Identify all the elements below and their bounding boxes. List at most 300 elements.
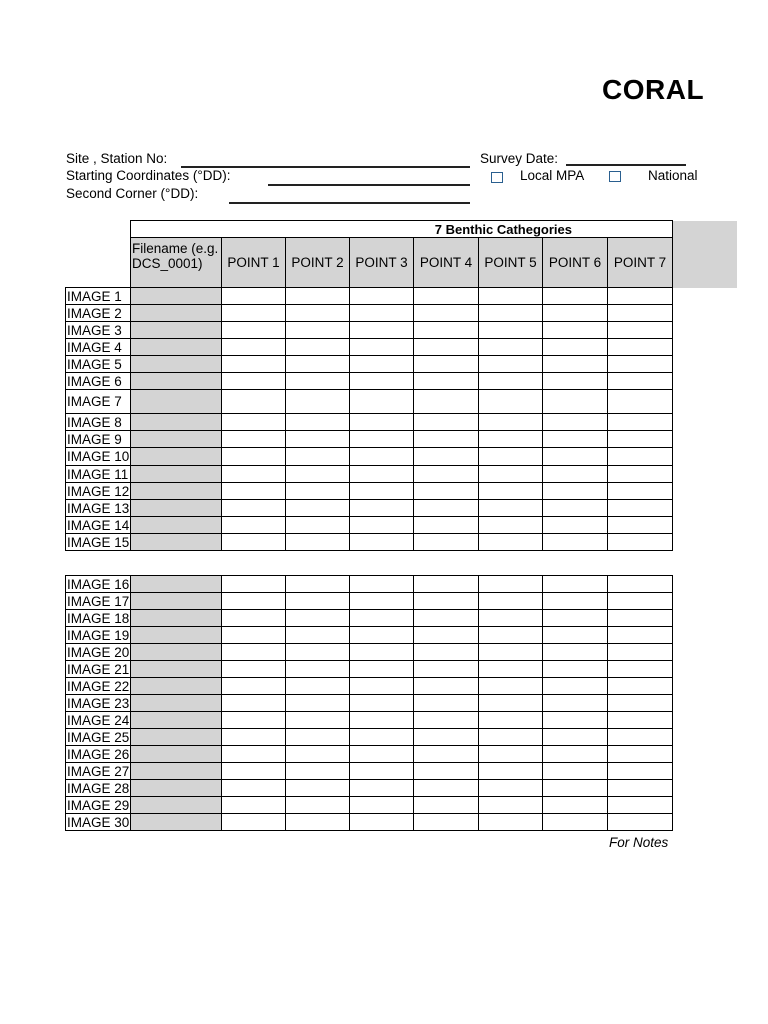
point-7-cell[interactable] [608, 517, 673, 534]
point-3-cell[interactable] [350, 373, 414, 390]
table-row [66, 610, 673, 627]
table-row [66, 593, 673, 610]
filename-cell[interactable] [131, 356, 222, 373]
image-row-label: IMAGE 21 [67, 661, 130, 677]
point-6-cell[interactable] [543, 414, 608, 431]
point-3-cell[interactable] [350, 517, 414, 534]
filename-cell[interactable] [131, 483, 222, 500]
point-1-cell[interactable] [222, 695, 286, 712]
filename-cell[interactable] [131, 431, 222, 448]
point-5-cell[interactable] [479, 576, 543, 593]
filename-cell[interactable] [131, 339, 222, 356]
point-4-cell[interactable] [414, 746, 479, 763]
filename-cell[interactable] [131, 414, 222, 431]
point-6-cell[interactable] [543, 322, 608, 339]
filename-cell[interactable] [131, 593, 222, 610]
table-row [66, 661, 673, 678]
point-1-cell[interactable] [222, 712, 286, 729]
point-5-cell[interactable] [479, 644, 543, 661]
point-5-cell[interactable] [479, 814, 543, 831]
point-3-cell[interactable] [350, 390, 414, 414]
filename-cell[interactable] [131, 466, 222, 483]
point-4-cell[interactable] [414, 780, 479, 797]
point-5-cell[interactable] [479, 448, 543, 466]
point-1-cell[interactable] [222, 305, 286, 322]
point-4-cell[interactable] [414, 593, 479, 610]
table-row [66, 534, 673, 551]
table-row [66, 466, 673, 483]
point-6-cell[interactable] [543, 780, 608, 797]
point-1-cell[interactable] [222, 576, 286, 593]
point-7-cell[interactable] [608, 661, 673, 678]
point-3-cell[interactable] [350, 466, 414, 483]
point-6-cell[interactable] [543, 356, 608, 373]
point-4-cell[interactable] [414, 466, 479, 483]
point-5-cell[interactable] [479, 431, 543, 448]
point-1-cell[interactable] [222, 339, 286, 356]
point-5-cell[interactable] [479, 288, 543, 305]
point-1-cell[interactable] [222, 729, 286, 746]
point-2-cell[interactable] [286, 517, 350, 534]
point-1-cell[interactable] [222, 356, 286, 373]
point-4-cell[interactable] [414, 339, 479, 356]
benthic-table-block-1 [65, 220, 673, 551]
point-6-cell[interactable] [543, 746, 608, 763]
point-6-cell[interactable] [543, 431, 608, 448]
point-2-cell[interactable] [286, 305, 350, 322]
table-row [66, 339, 673, 356]
image-row-label: IMAGE 22 [67, 678, 130, 694]
point-4-cell[interactable] [414, 373, 479, 390]
point-4-cell[interactable] [414, 576, 479, 593]
point-7-header: POINT 7 [608, 238, 673, 288]
point-6-cell[interactable] [543, 288, 608, 305]
point-7-cell[interactable] [608, 322, 673, 339]
point-1-cell[interactable] [222, 322, 286, 339]
point-3-cell[interactable] [350, 644, 414, 661]
point-6-cell[interactable] [543, 678, 608, 695]
point-5-cell[interactable] [479, 414, 543, 431]
filename-cell[interactable] [131, 534, 222, 551]
point-6-cell[interactable] [543, 576, 608, 593]
point-4-cell[interactable] [414, 763, 479, 780]
point-2-cell[interactable] [286, 339, 350, 356]
point-7-cell[interactable] [608, 814, 673, 831]
point-3-cell[interactable] [350, 322, 414, 339]
table-row [66, 500, 673, 517]
filename-cell[interactable] [131, 610, 222, 627]
point-7-cell[interactable] [608, 483, 673, 500]
point-4-cell[interactable] [414, 322, 479, 339]
point-6-cell[interactable] [543, 729, 608, 746]
filename-cell[interactable] [131, 373, 222, 390]
point-4-cell[interactable] [414, 305, 479, 322]
point-7-cell[interactable] [608, 431, 673, 448]
point-7-cell[interactable] [608, 644, 673, 661]
header-grey-extension [673, 221, 737, 288]
point-5-cell[interactable] [479, 763, 543, 780]
point-2-cell[interactable] [286, 661, 350, 678]
image-row-label: IMAGE 13 [67, 500, 130, 516]
filename-cell[interactable] [131, 644, 222, 661]
point-7-cell[interactable] [608, 797, 673, 814]
corner-blank [66, 238, 131, 288]
point-2-cell[interactable] [286, 288, 350, 305]
table-row [66, 780, 673, 797]
point-5-cell[interactable] [479, 661, 543, 678]
filename-cell[interactable] [131, 729, 222, 746]
point-1-cell[interactable] [222, 814, 286, 831]
point-7-cell[interactable] [608, 610, 673, 627]
table-row [66, 576, 673, 593]
point-1-cell[interactable] [222, 780, 286, 797]
filename-cell[interactable] [131, 305, 222, 322]
point-5-cell[interactable] [479, 483, 543, 500]
point-4-cell[interactable] [414, 288, 479, 305]
image-row-label: IMAGE 11 [66, 466, 131, 483]
point-2-cell[interactable] [286, 483, 350, 500]
point-1-cell[interactable] [222, 678, 286, 695]
point-4-header: POINT 4 [414, 238, 479, 288]
point-3-cell[interactable] [350, 814, 414, 831]
point-4-cell[interactable] [414, 695, 479, 712]
point-7-cell[interactable] [608, 695, 673, 712]
point-1-cell[interactable] [222, 483, 286, 500]
point-7-cell[interactable] [608, 534, 673, 551]
filename-cell[interactable] [131, 576, 222, 593]
image-row-label: IMAGE 12 [67, 483, 130, 499]
point-7-cell[interactable] [608, 390, 673, 414]
point-4-cell[interactable] [414, 729, 479, 746]
second-corner-label: Second Corner (°DD): [66, 186, 199, 201]
point-3-cell[interactable] [350, 661, 414, 678]
image-row-label: IMAGE 27 [67, 763, 130, 779]
point-4-cell[interactable] [414, 390, 479, 414]
point-4-cell[interactable] [414, 500, 479, 517]
point-2-cell[interactable] [286, 763, 350, 780]
point-1-cell[interactable] [222, 610, 286, 627]
point-2-cell[interactable] [286, 610, 350, 627]
point-2-cell[interactable] [286, 466, 350, 483]
point-2-cell[interactable] [286, 414, 350, 431]
point-3-cell[interactable] [350, 780, 414, 797]
point-3-cell[interactable] [350, 431, 414, 448]
point-5-cell[interactable] [479, 593, 543, 610]
image-row-label: IMAGE 3 [66, 322, 131, 339]
point-2-cell[interactable] [286, 431, 350, 448]
point-6-cell[interactable] [543, 661, 608, 678]
point-4-cell[interactable] [414, 356, 479, 373]
point-2-cell[interactable] [286, 644, 350, 661]
point-1-cell[interactable] [222, 593, 286, 610]
point-6-cell[interactable] [543, 593, 608, 610]
point-2-cell[interactable] [286, 678, 350, 695]
point-2-cell[interactable] [286, 448, 350, 466]
point-4-cell[interactable] [414, 448, 479, 466]
point-7-cell[interactable] [608, 373, 673, 390]
point-6-cell[interactable] [543, 695, 608, 712]
point-3-cell[interactable] [350, 627, 414, 644]
point-1-cell[interactable] [222, 534, 286, 551]
point-2-cell[interactable] [286, 534, 350, 551]
point-6-cell[interactable] [543, 763, 608, 780]
point-1-cell[interactable] [222, 746, 286, 763]
point-3-cell[interactable] [350, 356, 414, 373]
filename-cell[interactable] [131, 390, 222, 414]
table-row [66, 356, 673, 373]
point-7-cell[interactable] [608, 576, 673, 593]
point-6-cell[interactable] [543, 814, 608, 831]
point-7-cell[interactable] [608, 339, 673, 356]
point-7-cell[interactable] [608, 356, 673, 373]
point-1-cell[interactable] [222, 431, 286, 448]
point-5-cell[interactable] [479, 797, 543, 814]
table-row [66, 814, 673, 831]
point-6-cell[interactable] [543, 627, 608, 644]
point-4-cell[interactable] [414, 797, 479, 814]
filename-cell[interactable] [131, 695, 222, 712]
image-row-label: IMAGE 20 [67, 644, 130, 660]
image-row-label: IMAGE 4 [66, 339, 131, 356]
national-checkbox[interactable] [609, 171, 621, 182]
point-2-cell[interactable] [286, 695, 350, 712]
point-6-cell[interactable] [543, 534, 608, 551]
point-6-cell[interactable] [543, 610, 608, 627]
image-row-label: IMAGE 19 [67, 627, 130, 643]
point-2-cell[interactable] [286, 500, 350, 517]
point-1-cell[interactable] [222, 390, 286, 414]
point-3-cell[interactable] [350, 288, 414, 305]
point-5-cell[interactable] [479, 305, 543, 322]
point-6-cell[interactable] [543, 466, 608, 483]
table-row [66, 517, 673, 534]
filename-cell[interactable] [131, 517, 222, 534]
point-1-cell[interactable] [222, 661, 286, 678]
point-2-cell[interactable] [286, 356, 350, 373]
point-6-cell[interactable] [543, 500, 608, 517]
filename-cell[interactable] [131, 746, 222, 763]
point-3-cell[interactable] [350, 414, 414, 431]
filename-cell[interactable] [131, 500, 222, 517]
sheet-title: CORAL [602, 74, 705, 105]
point-5-cell[interactable] [479, 712, 543, 729]
point-4-cell[interactable] [414, 610, 479, 627]
point-2-cell[interactable] [286, 797, 350, 814]
point-6-cell[interactable] [543, 644, 608, 661]
point-5-cell[interactable] [479, 780, 543, 797]
point-3-cell[interactable] [350, 593, 414, 610]
filename-cell[interactable] [131, 322, 222, 339]
point-1-cell[interactable] [222, 763, 286, 780]
survey-date-field[interactable] [566, 164, 686, 166]
filename-header: Filename (e.g. DCS_0001) [131, 238, 222, 288]
image-row-label: IMAGE 25 [67, 729, 130, 745]
point-6-cell[interactable] [543, 712, 608, 729]
point-7-cell[interactable] [608, 763, 673, 780]
point-6-cell[interactable] [543, 339, 608, 356]
table-row [66, 448, 673, 466]
point-4-cell[interactable] [414, 678, 479, 695]
point-1-cell[interactable] [222, 797, 286, 814]
point-2-cell[interactable] [286, 814, 350, 831]
point-1-cell[interactable] [222, 500, 286, 517]
image-row-label: IMAGE 29 [67, 797, 130, 813]
filename-cell[interactable] [131, 678, 222, 695]
point-3-header: POINT 3 [350, 238, 414, 288]
filename-cell[interactable] [131, 448, 222, 466]
image-row-label: IMAGE 6 [66, 373, 131, 390]
point-7-cell[interactable] [608, 729, 673, 746]
point-3-cell[interactable] [350, 797, 414, 814]
point-1-cell[interactable] [222, 448, 286, 466]
filename-cell[interactable] [131, 780, 222, 797]
point-2-cell[interactable] [286, 322, 350, 339]
point-4-cell[interactable] [414, 644, 479, 661]
point-3-cell[interactable] [350, 712, 414, 729]
point-2-cell[interactable] [286, 712, 350, 729]
point-7-cell[interactable] [608, 678, 673, 695]
point-5-cell[interactable] [479, 356, 543, 373]
point-3-cell[interactable] [350, 729, 414, 746]
point-4-cell[interactable] [414, 627, 479, 644]
point-7-cell[interactable] [608, 288, 673, 305]
table-row [66, 712, 673, 729]
point-3-cell[interactable] [350, 483, 414, 500]
point-3-cell[interactable] [350, 763, 414, 780]
point-5-cell[interactable] [479, 534, 543, 551]
notes-label: For Notes [609, 835, 669, 850]
point-1-cell[interactable] [222, 288, 286, 305]
point-5-cell[interactable] [479, 373, 543, 390]
point-6-cell[interactable] [543, 483, 608, 500]
table-row [66, 431, 673, 448]
point-2-cell[interactable] [286, 593, 350, 610]
point-3-cell[interactable] [350, 448, 414, 466]
point-1-cell[interactable] [222, 373, 286, 390]
point-5-cell[interactable] [479, 746, 543, 763]
point-5-cell[interactable] [479, 627, 543, 644]
point-3-cell[interactable] [350, 339, 414, 356]
point-2-cell[interactable] [286, 390, 350, 414]
point-4-cell[interactable] [414, 483, 479, 500]
point-7-cell[interactable] [608, 305, 673, 322]
point-3-cell[interactable] [350, 746, 414, 763]
point-3-cell[interactable] [350, 534, 414, 551]
point-7-cell[interactable] [608, 593, 673, 610]
point-7-cell[interactable] [608, 780, 673, 797]
point-5-cell[interactable] [479, 466, 543, 483]
image-row-label: IMAGE 17 [67, 593, 130, 609]
filename-cell[interactable] [131, 712, 222, 729]
table-row [66, 797, 673, 814]
point-3-cell[interactable] [350, 576, 414, 593]
point-4-cell[interactable] [414, 534, 479, 551]
point-4-cell[interactable] [414, 712, 479, 729]
point-5-cell[interactable] [479, 610, 543, 627]
point-4-cell[interactable] [414, 414, 479, 431]
point-5-cell[interactable] [479, 678, 543, 695]
image-row-label: IMAGE 1 [66, 288, 131, 305]
filename-cell[interactable] [131, 814, 222, 831]
point-3-cell[interactable] [350, 695, 414, 712]
point-4-cell[interactable] [414, 814, 479, 831]
national-label: National [648, 168, 698, 183]
point-2-cell[interactable] [286, 627, 350, 644]
point-6-cell[interactable] [543, 448, 608, 466]
point-6-cell[interactable] [543, 390, 608, 414]
table-row [66, 322, 673, 339]
image-row-label: IMAGE 7 [66, 390, 131, 414]
point-2-cell[interactable] [286, 780, 350, 797]
point-7-cell[interactable] [608, 627, 673, 644]
point-1-cell[interactable] [222, 517, 286, 534]
second-corner-field[interactable] [229, 202, 470, 204]
point-4-cell[interactable] [414, 431, 479, 448]
table-row [66, 678, 673, 695]
point-1-cell[interactable] [222, 414, 286, 431]
point-5-cell[interactable] [479, 729, 543, 746]
point-7-cell[interactable] [608, 414, 673, 431]
table-row [66, 483, 673, 500]
point-3-cell[interactable] [350, 305, 414, 322]
image-row-label: IMAGE 16 [67, 576, 130, 592]
point-1-cell[interactable] [222, 627, 286, 644]
point-5-cell[interactable] [479, 517, 543, 534]
filename-cell[interactable] [131, 661, 222, 678]
point-2-cell[interactable] [286, 729, 350, 746]
point-5-cell[interactable] [479, 390, 543, 414]
local-mpa-checkbox[interactable] [491, 172, 503, 183]
point-1-cell[interactable] [222, 466, 286, 483]
point-6-cell[interactable] [543, 305, 608, 322]
image-row-label: IMAGE 24 [67, 712, 130, 728]
filename-cell[interactable] [131, 797, 222, 814]
point-2-cell[interactable] [286, 746, 350, 763]
point-7-cell[interactable] [608, 466, 673, 483]
table-row [66, 414, 673, 431]
starting-coordinates-label: Starting Coordinates (°DD): [66, 168, 231, 183]
point-7-cell[interactable] [608, 448, 673, 466]
table-row [66, 305, 673, 322]
image-row-label: IMAGE 18 [67, 610, 130, 626]
point-2-cell[interactable] [286, 373, 350, 390]
point-3-cell[interactable] [350, 500, 414, 517]
filename-cell[interactable] [131, 288, 222, 305]
point-6-cell[interactable] [543, 373, 608, 390]
point-5-cell[interactable] [479, 695, 543, 712]
point-3-cell[interactable] [350, 610, 414, 627]
point-5-cell[interactable] [479, 339, 543, 356]
point-5-cell[interactable] [479, 322, 543, 339]
benthic-categories-header: 7 Benthic Cathegories [131, 221, 673, 238]
point-1-header: POINT 1 [222, 238, 286, 288]
starting-coordinates-field[interactable] [268, 184, 470, 186]
point-4-cell[interactable] [414, 661, 479, 678]
point-7-cell[interactable] [608, 500, 673, 517]
point-2-cell[interactable] [286, 576, 350, 593]
point-1-cell[interactable] [222, 644, 286, 661]
point-7-cell[interactable] [608, 746, 673, 763]
point-7-cell[interactable] [608, 712, 673, 729]
benthic-table-block-2 [65, 575, 673, 831]
point-6-cell[interactable] [543, 797, 608, 814]
filename-cell[interactable] [131, 763, 222, 780]
point-5-cell[interactable] [479, 500, 543, 517]
filename-cell[interactable] [131, 627, 222, 644]
point-3-cell[interactable] [350, 678, 414, 695]
point-4-cell[interactable] [414, 517, 479, 534]
point-6-cell[interactable] [543, 517, 608, 534]
